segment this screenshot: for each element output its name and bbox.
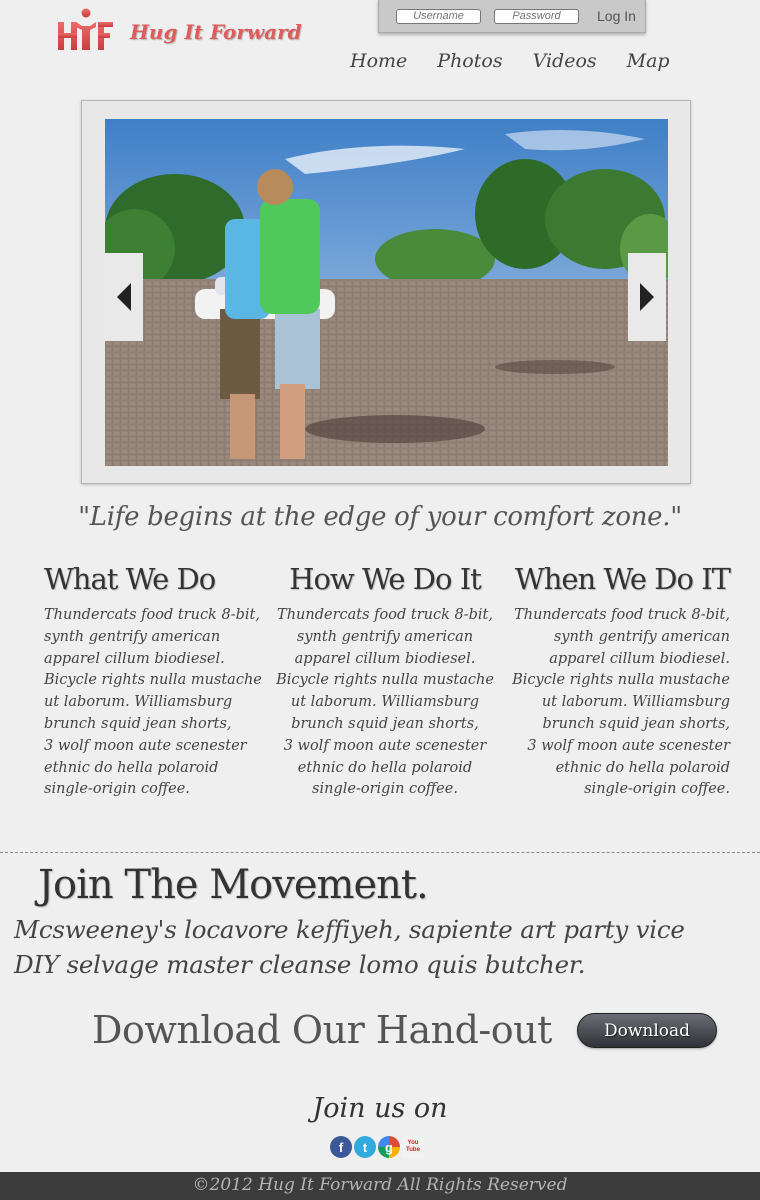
logo[interactable]	[56, 8, 302, 52]
movement-title: Join The Movement.	[38, 862, 428, 908]
image-slider	[81, 100, 691, 484]
facebook-icon[interactable]: f	[330, 1136, 352, 1158]
column-title: What We Do	[44, 562, 216, 596]
column-text: Thundercats food truck 8-bit, synth gentrify american apparel cillum biodiesel. Bicycle rights nulla mustache ut laborum. Williamsburg brunch squid jean shorts, 3 wolf moon aute scenester ethnic do hella polaroid single-origin coffee.	[512, 607, 730, 798]
download-title: Download Our Hand-out	[92, 1008, 552, 1052]
username-input[interactable]	[396, 9, 481, 24]
slider-next-button[interactable]	[628, 253, 666, 341]
slide-photo	[105, 119, 668, 466]
column-title: When We Do IT	[514, 562, 730, 596]
section-divider	[0, 852, 760, 853]
download-button[interactable]: Download	[577, 1013, 717, 1048]
login-form	[378, 0, 646, 33]
nav-home[interactable]: Home	[350, 50, 408, 72]
logo-text: Hug It Forward	[130, 20, 302, 44]
footer: ©2012 Hug It Forward All Rights Reserved	[0, 1172, 760, 1200]
column-title: How We Do It	[289, 562, 481, 596]
triangle-left-icon	[117, 283, 131, 311]
main-nav	[350, 50, 670, 72]
column-how	[270, 562, 500, 801]
social-links	[330, 1136, 426, 1158]
google-icon[interactable]: g	[378, 1136, 400, 1158]
column-what	[44, 562, 274, 801]
login-button[interactable]: Log In	[597, 8, 636, 24]
nav-videos[interactable]: Videos	[532, 50, 597, 72]
hug-photo-image	[105, 119, 668, 466]
quote: "Life begins at the edge of your comfort zone."	[78, 502, 682, 532]
join-us-title: Join us on	[312, 1093, 448, 1124]
column-when	[500, 562, 730, 801]
youtube-icon[interactable]: You Tube	[402, 1136, 424, 1158]
twitter-icon[interactable]: t	[354, 1136, 376, 1158]
password-input[interactable]	[494, 9, 579, 24]
nav-map[interactable]: Map	[626, 50, 670, 72]
triangle-right-icon	[640, 283, 654, 311]
slider-prev-button[interactable]	[105, 253, 143, 341]
movement-text: Mcsweeney's locavore keffiyeh, sapiente art party vice DIY selvage master cleanse lomo quis butcher.	[14, 915, 685, 979]
logo-mark-icon	[56, 8, 114, 52]
column-text: Thundercats food truck 8-bit, synth gentrify american apparel cillum biodiesel. Bicycle rights nulla mustache ut laborum. Williamsburg brunch squid jean shorts, 3 wolf moon aute scenester ethnic do hella polaroid single-origin coffee.	[44, 607, 262, 798]
column-text: Thundercats food truck 8-bit, synth gentrify american apparel cillum biodiesel. Bicycle rights nulla mustache ut laborum. Williamsburg brunch squid jean shorts, 3 wolf moon aute scenester ethnic do hella polaroid single-origin coffee.	[276, 607, 494, 798]
nav-photos[interactable]: Photos	[437, 50, 503, 72]
